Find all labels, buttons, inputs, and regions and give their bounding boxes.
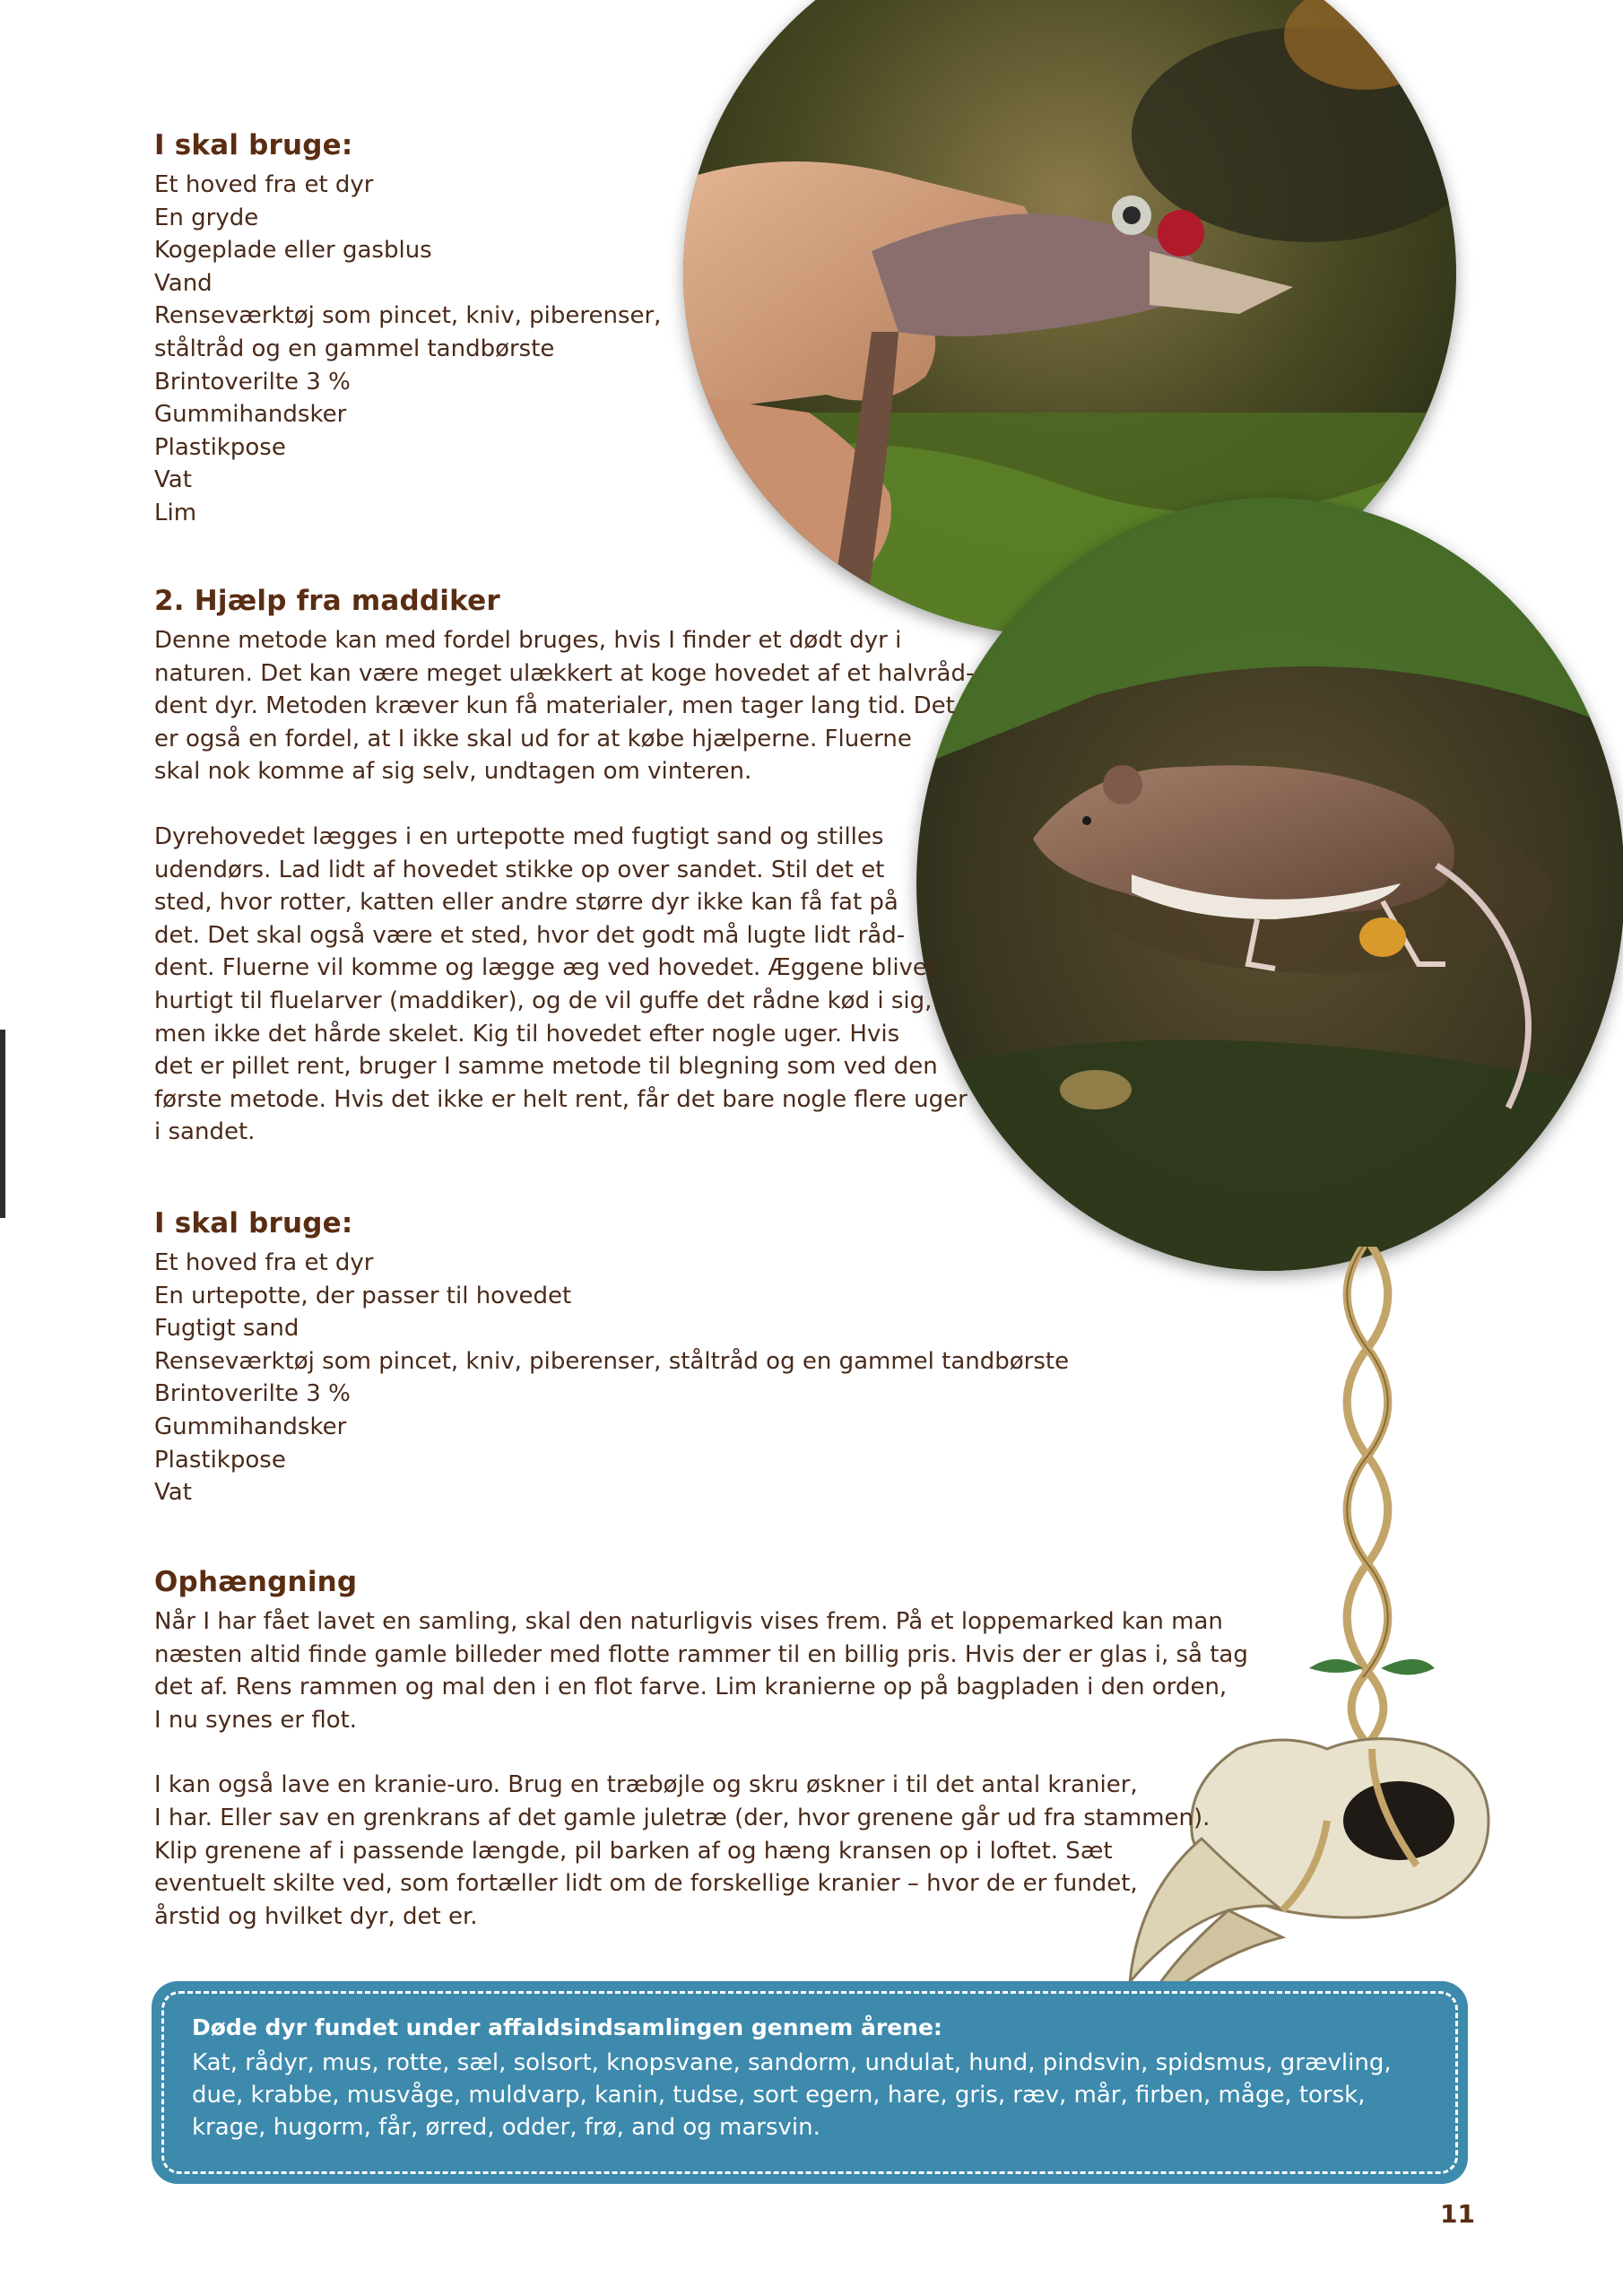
text-line: er også en fordel, at I ikke skal ud for at købe hjælperne. Fluerne — [154, 725, 912, 752]
text-line: men ikke det hårde skelet. Kig til hovedet efter nogle uger. Hvis — [154, 1020, 900, 1048]
list-item: Renseværktøj som pincet, kniv, piberenser, ståltråd og en gammel tandbørste — [154, 1347, 1070, 1375]
list-item: Plastikpose — [154, 433, 286, 461]
list-item: Et hoved fra et dyr — [154, 1249, 374, 1276]
text-line: Klip grenene af i passende længde, pil barken af og hæng kransen op i loftet. Sæt — [154, 1837, 1113, 1865]
text-line: naturen. Det kan være meget ulækkert at koge hovedet af et halvråd- — [154, 659, 975, 687]
text-line: i sandet. — [154, 1118, 256, 1146]
infobox-title: Døde dyr fundet under affaldsindsamlingen gennem årene: — [192, 2014, 942, 2040]
list-item: Vat — [154, 1479, 192, 1507]
text-line: det er pillet rent, bruger I samme metode til blegning som ved den — [154, 1053, 938, 1081]
list-item: Kogeplade eller gasblus — [154, 237, 432, 265]
body-paragraph — [154, 1769, 1248, 1933]
section-heading: Ophængning — [154, 1566, 358, 1598]
body-paragraph — [154, 624, 974, 788]
list-item: Brintoverilte 3 % — [154, 1380, 351, 1408]
text-line: dent dyr. Metoden kræver kun få materialer, men tager lang tid. Det — [154, 692, 955, 720]
maggots-section — [154, 585, 974, 1149]
list-item: Brintoverilte 3 % — [154, 368, 351, 396]
text-line: Når I har fået lavet en samling, skal den naturligvis vises frem. På et loppemarked kan man — [154, 1608, 1223, 1635]
list-item: Gummihandsker — [154, 1413, 347, 1440]
list-item: Gummihandsker — [154, 401, 347, 429]
text-line: Dyrehovedet lægges i en urtepotte med fugtigt sand og stilles — [154, 822, 884, 850]
text-line: det. Det skal også være et sted, hvor det godt må lugte lidt råd- — [154, 921, 906, 949]
materials-list — [154, 169, 661, 530]
section-heading: I skal bruge: — [154, 129, 353, 161]
materials-section-1 — [154, 129, 661, 530]
text-line: Denne metode kan med fordel bruges, hvis I finder et dødt dyr i — [154, 627, 902, 654]
list-item: Vat — [154, 466, 192, 494]
list-item: En urtepotte, der passer til hovedet — [154, 1282, 572, 1309]
list-item: En gryde — [154, 204, 259, 231]
list-item: Vand — [154, 269, 213, 297]
text-line: sted, hvor rotter, katten eller andre større dyr ikke kan få fat på — [154, 889, 898, 917]
hanging-section — [154, 1566, 1248, 1933]
list-item: Plastikpose — [154, 1446, 286, 1474]
text-line: udendørs. Lad lidt af hovedet stikke op over sandet. Stil det et — [154, 856, 885, 883]
list-item: Lim — [154, 499, 197, 526]
text-line: dent. Fluerne vil komme og lægge æg ved hovedet. Æggene bliver — [154, 954, 937, 982]
body-paragraph — [154, 1605, 1248, 1736]
text-line: I har. Eller sav en grenkrans af det gamle juletræ (der, hvor grenene går ud fra stammen). — [154, 1804, 1211, 1831]
dead-animals-infobox — [154, 1984, 1465, 2181]
dead-mouse-photo — [916, 498, 1623, 1271]
materials-list — [154, 1247, 1069, 1509]
section-heading: I skal bruge: — [154, 1207, 353, 1239]
text-line: skal nok komme af sig selv, undtagen om vinteren. — [154, 758, 752, 786]
body-paragraph — [154, 821, 974, 1149]
list-item: ståltråd og en gammel tandbørste — [154, 335, 555, 362]
text-line: hurtigt til fluelarver (maddiker), og de vil guffe det rådne kød i sig, — [154, 987, 933, 1014]
page-edge-mark — [0, 1030, 5, 1218]
list-item: Et hoved fra et dyr — [154, 171, 374, 198]
text-line: årstid og hvilket dyr, det er. — [154, 1902, 478, 1930]
list-item: Fugtigt sand — [154, 1315, 299, 1343]
text-line: næsten altid finde gamle billeder med flotte rammer til en billig pris. Hvis der er glas i, så tag — [154, 1640, 1248, 1668]
text-line: det af. Rens rammen og mal den i en flot farve. Lim kranierne op på bagpladen i den orden, — [154, 1674, 1228, 1701]
text-line: I kan også lave en kranie-uro. Brug en træbøjle og skru øskner i til det antal kranier, — [154, 1771, 1138, 1799]
infobox-text: Kat, rådyr, mus, rotte, sæl, solsort, knopsvane, sandorm, undulat, hund, pindsvin, spidsmus, grævling, due, krabbe, musvåge, muldvarp, kanin, tudse, sort egern, hare, gris, ræv, mår, firben, måge, torsk, krage, hugorm, får, ørred, odder, frø, and og marsvin. — [192, 2049, 1392, 2141]
text-line: første metode. Hvis det ikke er helt rent, får det bare nogle flere uger — [154, 1085, 968, 1113]
text-line: eventuelt skilte ved, som fortæller lidt om de forskellige kranier – hvor de er fundet, — [154, 1870, 1138, 1898]
list-item: Renseværktøj som pincet, kniv, piberenser, — [154, 302, 662, 330]
materials-section-2 — [154, 1207, 1069, 1509]
page-number: 11 — [1440, 2199, 1475, 2229]
section-heading: 2. Hjælp fra maddiker — [154, 585, 500, 617]
text-line: I nu synes er flot. — [154, 1706, 358, 1734]
